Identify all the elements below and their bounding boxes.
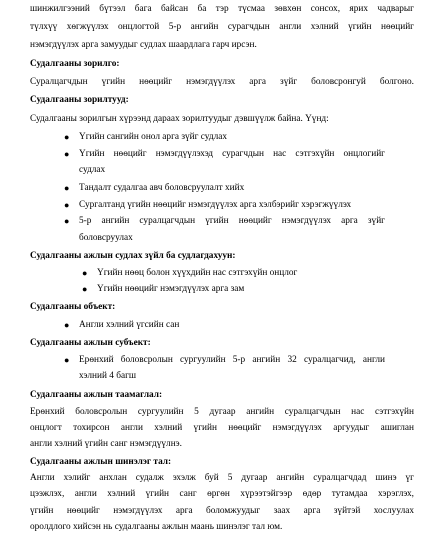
goal-heading: Судалгааны зорилго: <box>30 59 120 70</box>
intro-line-3: нэмэгдүүлэх арга замуудыг судлах шаардлага гарч ирсэн. <box>30 40 257 50</box>
bullet-icon: ● <box>82 267 88 278</box>
task-item-5-line-1: 5-р ангийн суралцагчдын үгийн нөөцийг нэмэгдүүлэх арга зүйг <box>79 216 385 227</box>
task-item-4: Сургалтанд үгийн нөөцийг нэмэгдүүлэх арга хэлбэрийг хэрэгжүүлэх <box>79 199 352 210</box>
task-item-2-line-1: Үгийн нөөцийг нэмэгдүүлэхэд сурагчдын нас сэтгэхүйн онцлогийг <box>79 148 385 159</box>
object-item: Англи хэлний үгсийн сан <box>79 319 180 330</box>
hypothesis-line-3: англи хэлний үгийн санг нэмэгдүүлнэ. <box>30 439 182 450</box>
novelty-line-4: оролдлого хийсэн нь судалгааны ажлын маань шинэлэг тал юм. <box>30 522 283 532</box>
participants-heading: Судалгааны ажлын субъект: <box>30 337 151 348</box>
intro-line-1: шинжилгээний бүтээл бага байсан ба тэр түсмаа зөвхөн сонсох, ярих чадварыг <box>30 3 414 14</box>
subject-heading: Судалгааны ажлын судлах зүйл ба судлагдахуун: <box>30 250 236 261</box>
hypothesis-line-2: онцлогт тохирсон англи хэлний үгийн нөөцийг нэмэгдүүлэх аргуудыг ашиглан <box>30 423 414 434</box>
task-item-2-line-2: судлах <box>79 165 106 176</box>
participants-line-1: Ерөнхий боловсролын сургуулийн 5-р ангийн 32 суралцагчид, англи <box>79 355 385 365</box>
goal-text: Суралцагчдын үгийн нөөцийг нэмэгдүүлэх арга зүйг боловсронгуй болгоно. <box>30 77 414 88</box>
intro-line-2: түлхүү хөгжүүлэх онцлогтой 5-р ангийн сурагчдын англи хэлний үгийн нөөцийг <box>30 21 414 32</box>
bullet-icon: ● <box>64 216 70 227</box>
bullet-icon: ● <box>82 284 88 295</box>
task-item-5-line-2: боловсруулах <box>79 232 133 243</box>
tasks-intro: Судалгааны зорилгын хүрээнд дараах зорилтуудыг дэвшүүлж байна. Үүнд: <box>30 113 329 124</box>
subject-item-2: Үгийн нөөцийг нэмэгдүүлэх арга зам <box>97 284 245 295</box>
tasks-heading: Судалгааны зорилтууд: <box>30 95 129 106</box>
task-item-3: Тандалт судалгаа авч боловсруулалт хийх <box>79 182 245 193</box>
object-heading: Судалгааны объект: <box>30 302 116 313</box>
bullet-icon: ● <box>64 131 70 142</box>
hypothesis-heading: Судалгааны ажлын таамаглал: <box>30 389 163 400</box>
bullet-icon: ● <box>64 319 70 330</box>
novelty-line-3: үгийн нөөцийг нэмэгдүүлэх арга боломжуудыг заах арга зүйтэй хослуулах <box>30 505 414 516</box>
bullet-icon: ● <box>64 148 70 159</box>
novelty-line-2: цээжлэх, англи хэлний үгийн санг өргөн хүрээтэйгээр өдөр тутамдаа хэрэглэх, <box>30 489 414 500</box>
bullet-icon: ● <box>64 355 70 365</box>
novelty-heading: Судалгааны ажлын шинэлэг тал: <box>30 456 172 467</box>
hypothesis-line-1: Ерөнхий боловсролын сургуулийн 5 дугаар ангийн суралцагчдын нас сэтгэхүйн <box>30 406 414 417</box>
task-item-1: Үгийн сангийн онол арга зүйг судлах <box>79 131 227 142</box>
subject-item-1: Үгийн нөөц болон хүүхдийн нас сэтгэхүйн онцлог <box>97 267 298 278</box>
novelty-line-1: Англи хэлийг анхлан судалж эхэлж буй 5 дугаар ангийн суралцагчдад шинэ үг <box>30 473 414 483</box>
bullet-icon: ● <box>64 182 70 193</box>
bullet-icon: ● <box>64 199 70 210</box>
participants-line-2: хэлний 4 багш <box>79 371 137 382</box>
